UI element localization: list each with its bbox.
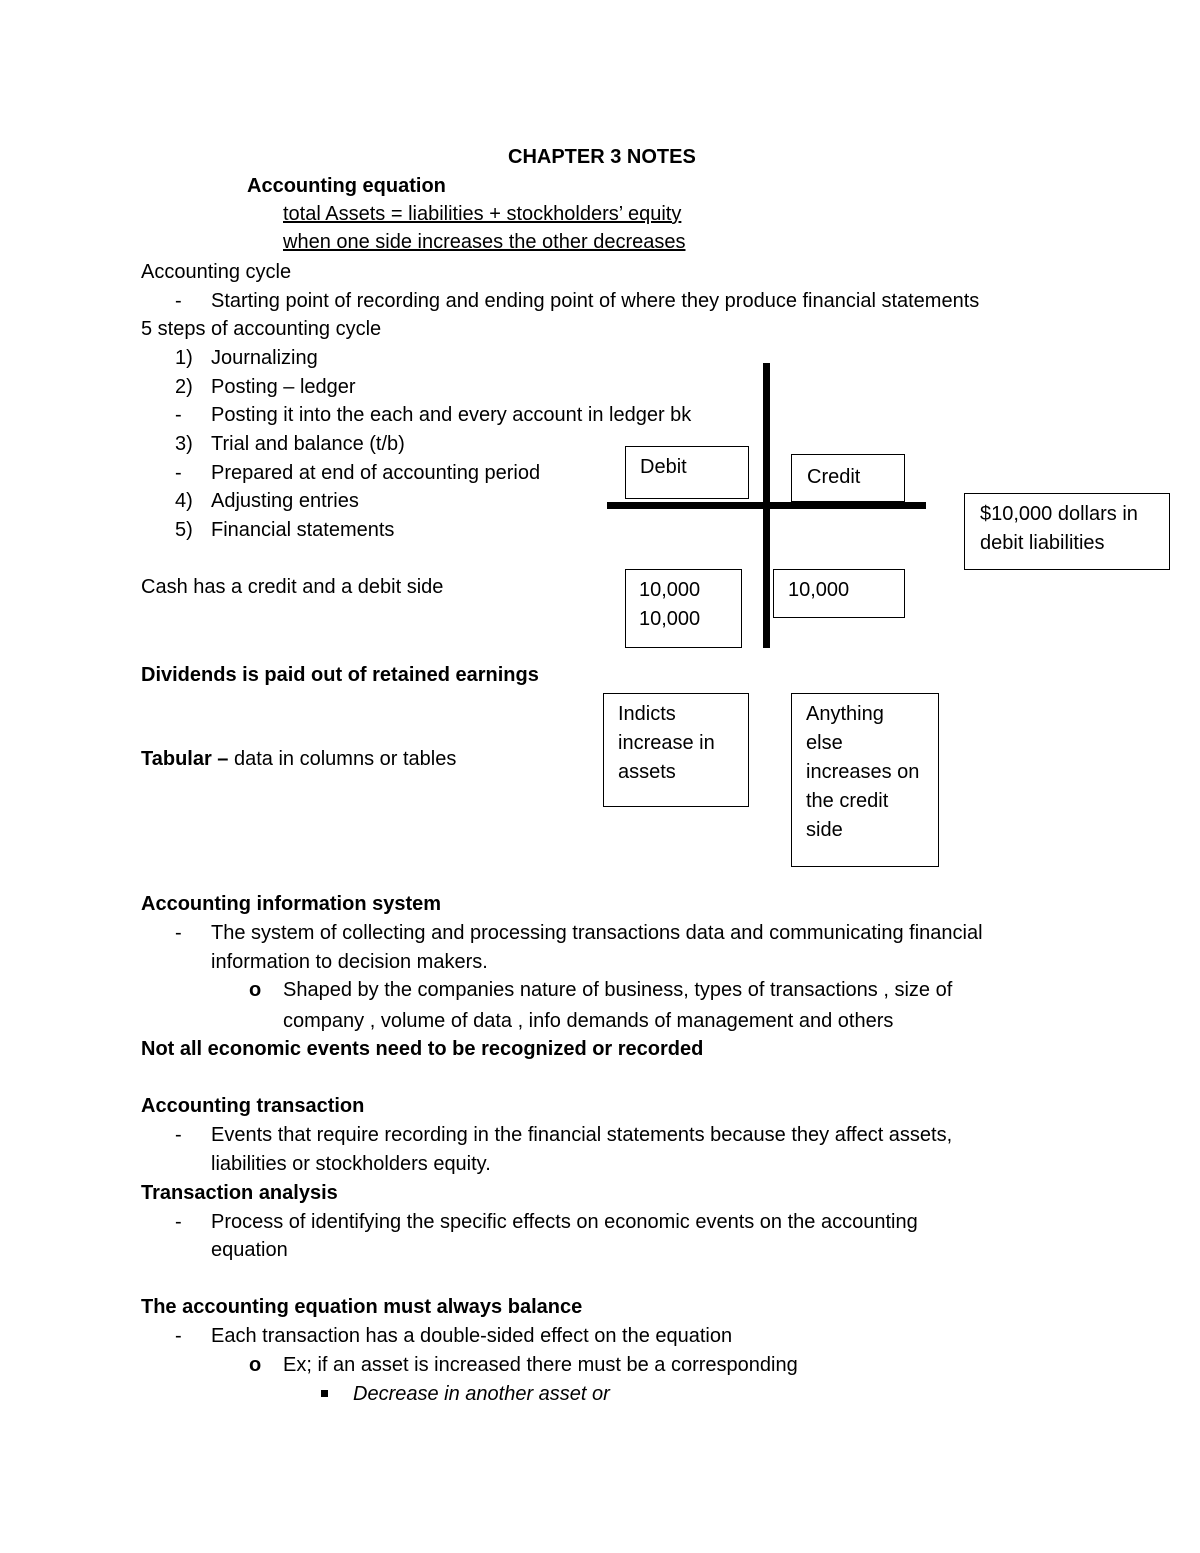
step-marker: - <box>175 404 182 426</box>
ais-definition: The system of collecting and processing transactions data and communicating financial <box>211 922 983 944</box>
cycle-heading: Accounting cycle <box>141 261 292 283</box>
tabular-definition: data in columns or tables <box>228 748 457 770</box>
bullet-marker: - <box>175 1325 182 1347</box>
transaction-definition: Events that require recording in the financial statements because they affect assets, <box>211 1124 953 1146</box>
debit-label: Debit <box>640 456 687 478</box>
recognition-note: Not all economic events need to be recognized or recorded <box>141 1038 704 1060</box>
equation-line: total Assets = liabilities + stockholders’ equity <box>283 203 682 225</box>
step-item: Posting it into the each and every account in ledger bk <box>211 404 692 426</box>
bullet-marker: - <box>175 922 182 944</box>
credit-side-note: Anything else increases on the credit side <box>791 693 939 867</box>
cycle-description: Starting point of recording and ending point of where they produce financial statements <box>211 290 980 312</box>
credit-value: 10,000 <box>788 579 850 601</box>
ais-heading: Accounting information system <box>141 893 442 915</box>
transaction-definition-cont: liabilities or stockholders equity. <box>211 1153 491 1175</box>
equation-note: when one side increases the other decreases <box>283 231 686 253</box>
transaction-heading: Accounting transaction <box>141 1095 365 1117</box>
debit-value: 10,000 <box>639 608 701 630</box>
step-marker: 5) <box>175 519 193 541</box>
credit-label-box <box>791 454 905 502</box>
step-marker: 1) <box>175 347 193 369</box>
ais-definition-cont: information to decision makers. <box>211 951 488 973</box>
debit-value: 10,000 <box>639 579 701 601</box>
sub-bullet-marker: o <box>249 979 262 1001</box>
bullet-marker: - <box>175 1124 182 1146</box>
step-item: Posting – ledger <box>211 376 356 398</box>
debit-liabilities-note: $10,000 dollars in debit liabilities <box>964 493 1170 570</box>
debit-label-box <box>625 446 749 499</box>
ais-detail-cont: company , volume of data , info demands of management and others <box>283 1010 894 1032</box>
analysis-heading: Transaction analysis <box>141 1182 338 1204</box>
analysis-definition: Process of identifying the specific effects on economic events on the accounting <box>211 1211 918 1233</box>
step-marker: - <box>175 462 182 484</box>
bullet-marker: - <box>175 290 182 312</box>
equation-heading: Accounting equation <box>247 175 446 197</box>
bullet-marker: - <box>175 1211 182 1233</box>
dividends-note: Dividends is paid out of retained earnings <box>141 664 539 686</box>
step-item: Financial statements <box>211 519 395 541</box>
square-bullet-icon <box>321 1390 328 1397</box>
step-marker: 2) <box>175 376 193 398</box>
credit-value-box <box>773 569 905 618</box>
balance-example: Ex; if an asset is increased there must be a corresponding <box>283 1354 798 1376</box>
analysis-definition-cont: equation <box>211 1239 288 1261</box>
sub-bullet-marker: o <box>249 1354 262 1376</box>
step-marker: 3) <box>175 433 193 455</box>
tabular-note <box>141 747 456 771</box>
step-item: Prepared at end of accounting period <box>211 462 541 484</box>
debit-values-box <box>625 569 742 648</box>
cash-note: Cash has a credit and a debit side <box>141 576 444 598</box>
balance-example-detail: Decrease in another asset or <box>353 1383 610 1405</box>
debit-side-note: Indicts increase in assets <box>603 693 749 807</box>
balance-rule: Each transaction has a double-sided effect on the equation <box>211 1325 733 1347</box>
page-title: CHAPTER 3 NOTES <box>508 146 696 168</box>
credit-label: Credit <box>807 466 861 488</box>
step-item: Journalizing <box>211 347 318 369</box>
tabular-term: Tabular – <box>141 748 229 770</box>
step-item: Adjusting entries <box>211 490 359 512</box>
steps-heading: 5 steps of accounting cycle <box>141 318 382 340</box>
step-marker: 4) <box>175 490 193 512</box>
t-account-horizontal-line <box>607 502 926 509</box>
step-item: Trial and balance (t/b) <box>211 433 405 455</box>
ais-detail: Shaped by the companies nature of business, types of transactions , size of <box>283 979 953 1001</box>
balance-heading: The accounting equation must always balance <box>141 1296 583 1318</box>
